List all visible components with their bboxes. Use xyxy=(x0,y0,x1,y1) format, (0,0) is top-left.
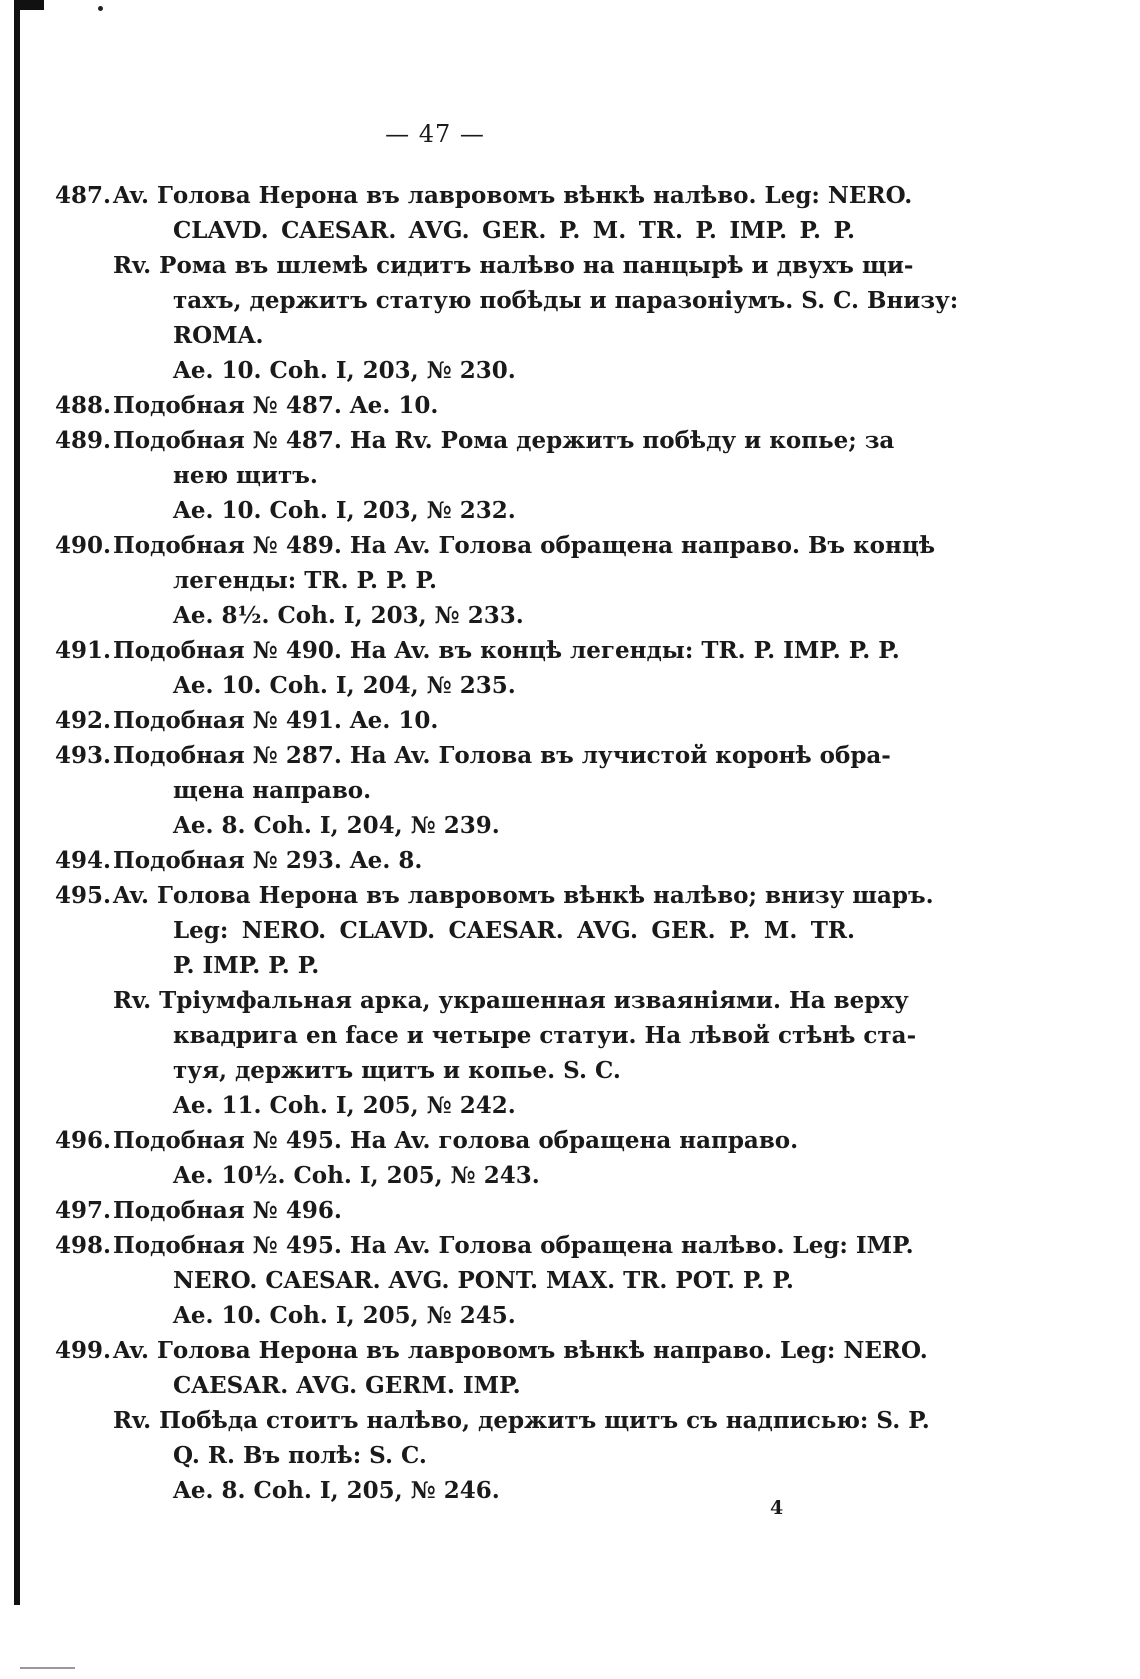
entry-text: Подобная № 287. На Av. Голова въ лучистой коронѣ обра- xyxy=(113,742,891,769)
entry-line-numbered xyxy=(55,1333,928,1368)
entry-line xyxy=(55,668,855,703)
entry-text: нею щитъ. xyxy=(173,462,318,489)
entry-line-numbered xyxy=(55,843,855,878)
entry-text: Ae. 10. Coh. I, 205, № 245. xyxy=(173,1302,516,1329)
entry-text: Подобная № 293. Ae. 8. xyxy=(113,847,423,874)
entry-line-numbered xyxy=(55,878,934,913)
entry-line xyxy=(55,318,855,353)
entry-line xyxy=(55,983,909,1018)
entry-line xyxy=(55,248,914,283)
entry-line xyxy=(55,773,855,808)
entry-line xyxy=(55,1053,855,1088)
entry-text: Подобная № 487. Ae. 10. xyxy=(113,392,439,419)
entry-text: Av. Голова Нерона въ лавровомъ вѣнкѣ налѣво. Leg: NERO. xyxy=(113,182,913,209)
entry-text: Leg: NERO. CLAVD. CAESAR. AVG. GER. P. M. TR. xyxy=(173,917,855,944)
entry-number: 488. xyxy=(55,392,112,419)
entry-number: 491. xyxy=(55,637,112,664)
entry-text: квадрига en face и четыре статуи. На лѣвой стѣнѣ ста- xyxy=(173,1022,917,1049)
entry-line xyxy=(55,563,855,598)
signature-mark: 4 xyxy=(770,1497,784,1519)
entry-text: NERO. CAESAR. AVG. PONT. MAX. TR. POT. P. P. xyxy=(173,1267,794,1294)
entry-line-numbered xyxy=(55,423,895,458)
entry-line xyxy=(55,808,855,843)
entry-line xyxy=(55,283,959,318)
entry-line-numbered xyxy=(55,703,855,738)
entry-text: Подобная № 495. На Av. Голова обращена налѣво. Leg: IMP. xyxy=(113,1232,914,1259)
entry-line xyxy=(55,458,855,493)
entry-number: 495. xyxy=(55,882,112,909)
entry-text: Подобная № 491. Ae. 10. xyxy=(113,707,439,734)
entry-line xyxy=(55,913,855,948)
entry-line-numbered xyxy=(55,633,900,668)
entry-number: 496. xyxy=(55,1127,112,1154)
entry-line xyxy=(55,1088,855,1123)
entry-text: Av. Голова Нерона въ лавровомъ вѣнкѣ налѣво; внизу шаръ. xyxy=(113,882,934,909)
entry-text: P. IMP. P. P. xyxy=(173,952,320,979)
entry-number: 487. xyxy=(55,182,112,209)
entry-text: Ae. 8. Coh. I, 205, № 246. xyxy=(173,1477,500,1504)
entry-text: легенды: TR. P. P. P. xyxy=(173,567,438,594)
entry-line-numbered xyxy=(55,1228,914,1263)
entry-line-numbered xyxy=(55,528,935,563)
entry-line xyxy=(55,948,855,983)
page-bottom-edge xyxy=(20,1667,75,1669)
entry-text: Подобная № 487. На Rv. Рома держитъ побѣду и копье; за xyxy=(113,427,895,454)
entry-line xyxy=(55,213,855,248)
entry-line-numbered xyxy=(55,738,891,773)
entry-text: CLAVD. CAESAR. AVG. GER. P. M. TR. P. IMP. P. P. xyxy=(173,217,855,244)
entry-number: 489. xyxy=(55,427,112,454)
entry-text: ROMA. xyxy=(173,322,264,349)
entry-text: Ae. 10. Coh. I, 204, № 235. xyxy=(173,672,516,699)
entry-text: Подобная № 495. На Av. голова обращена направо. xyxy=(113,1127,799,1154)
entry-line xyxy=(55,1018,917,1053)
page-speck xyxy=(98,6,103,11)
entry-number: 493. xyxy=(55,742,112,769)
entry-number: 497. xyxy=(55,1197,112,1224)
entry-text: Ae. 8. Coh. I, 204, № 239. xyxy=(173,812,500,839)
entry-line xyxy=(55,1403,930,1438)
catalogue-body xyxy=(55,178,959,1508)
entry-number: 498. xyxy=(55,1232,112,1259)
entry-text: Подобная № 496. xyxy=(113,1197,342,1224)
page-left-edge xyxy=(14,0,20,1605)
entry-number: 490. xyxy=(55,532,112,559)
entry-number: 499. xyxy=(55,1337,112,1364)
entry-text: щена направо. xyxy=(173,777,372,804)
entry-text: тахъ, держитъ статую побѣды и паразоніумъ. S. C. Внизу: xyxy=(173,287,959,314)
entry-text: Ae. 8½. Coh. I, 203, № 233. xyxy=(173,602,524,629)
entry-line xyxy=(55,353,855,388)
entry-text: Подобная № 490. На Av. въ концѣ легенды: TR. P. IMP. P. P. xyxy=(113,637,900,664)
entry-text: Rv. Рома въ шлемѣ сидитъ налѣво на панцырѣ и двухъ щи- xyxy=(113,252,914,279)
entry-number: 494. xyxy=(55,847,112,874)
page-top-corner-mark xyxy=(14,0,44,10)
entry-line xyxy=(55,1368,855,1403)
entry-line-numbered xyxy=(55,178,913,213)
entry-line xyxy=(55,1158,855,1193)
entry-line xyxy=(55,1438,855,1473)
entry-text: Ae. 10½. Coh. I, 205, № 243. xyxy=(173,1162,540,1189)
entry-line xyxy=(55,598,855,633)
entry-text: Ae. 10. Coh. I, 203, № 230. xyxy=(173,357,516,384)
entry-text: Ae. 10. Coh. I, 203, № 232. xyxy=(173,497,516,524)
entry-text: Подобная № 489. На Av. Голова обращена направо. Въ концѣ xyxy=(113,532,935,559)
entry-line xyxy=(55,1263,855,1298)
entry-number: 492. xyxy=(55,707,112,734)
entry-text: CAESAR. AVG. GERM. IMP. xyxy=(173,1372,521,1399)
entry-text: туя, держитъ щитъ и копье. S. C. xyxy=(173,1057,621,1084)
entry-line xyxy=(55,493,855,528)
entry-text: Q. R. Въ полѣ: S. C. xyxy=(173,1442,427,1469)
entry-text: Rv. Тріумфальная арка, украшенная изваяніями. На верху xyxy=(113,987,909,1014)
entry-text: Av. Голова Нерона въ лавровомъ вѣнкѣ направо. Leg: NERO. xyxy=(113,1337,928,1364)
entry-line xyxy=(55,1473,855,1508)
entry-line-numbered xyxy=(55,388,855,423)
entry-line-numbered xyxy=(55,1123,855,1158)
entry-line xyxy=(55,1298,855,1333)
entry-text: Rv. Побѣда стоитъ налѣво, держитъ щитъ съ надписью: S. P. xyxy=(113,1407,930,1434)
entry-text: Ae. 11. Coh. I, 205, № 242. xyxy=(173,1092,516,1119)
page-header-number: — 47 — xyxy=(385,120,485,148)
entry-line-numbered xyxy=(55,1193,855,1228)
